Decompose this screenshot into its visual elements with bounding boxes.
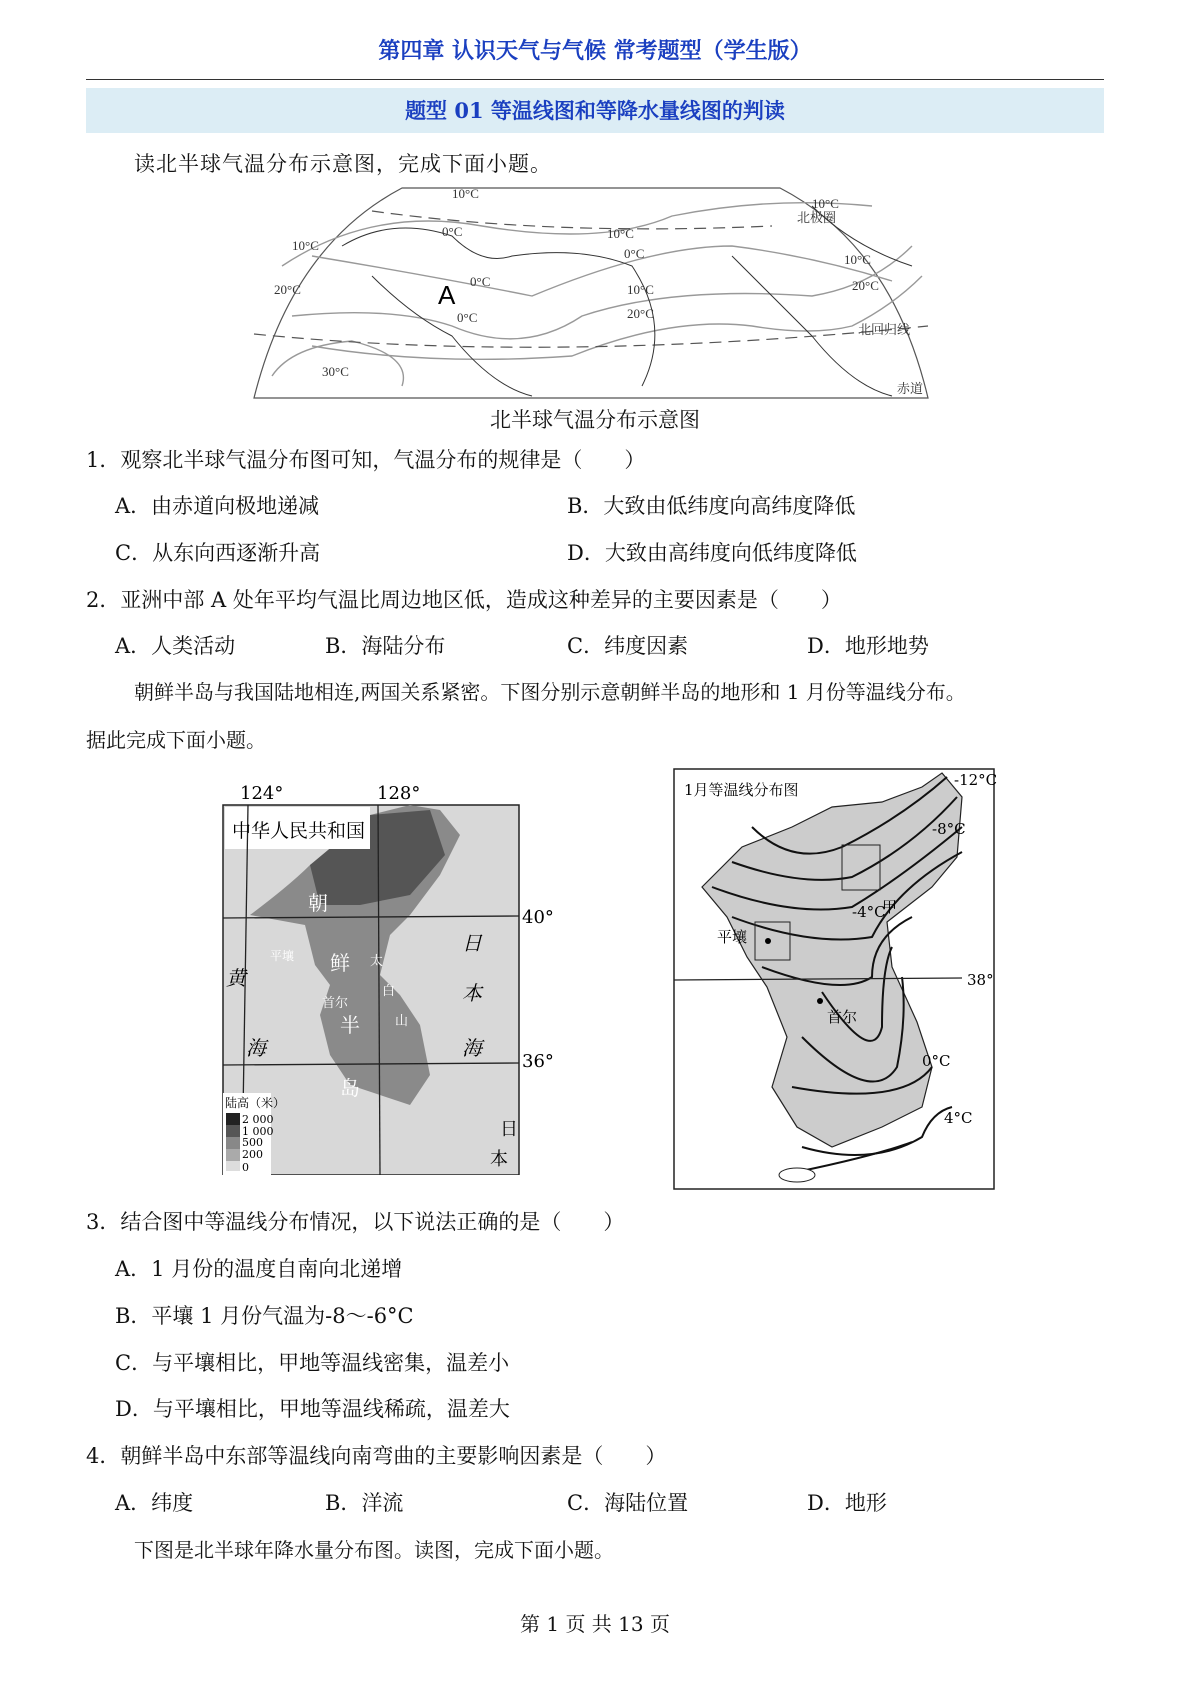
map-label: 1 000 [242, 1125, 274, 1138]
q1-option-b[interactable]: B．大致由低纬度向高纬度降低 [567, 494, 856, 518]
map-label: 10°C [812, 196, 839, 211]
map-label: 黄 [226, 966, 246, 990]
map-label: 2 000 [242, 1113, 274, 1126]
question-3: 3．结合图中等温线分布情况，以下说法正确的是（ ） [86, 1210, 625, 1234]
map-label: 0°C [624, 246, 645, 261]
q1-option-d[interactable]: D．大致由高纬度向低纬度降低 [567, 541, 857, 565]
question-2: 2．亚洲中部 A 处年平均气温比周边地区低，造成这种差异的主要因素是（ ） [86, 588, 842, 612]
map-label: 岛 [340, 1076, 360, 1100]
map-label: 500 [242, 1136, 263, 1149]
map-label: 太 [370, 954, 384, 969]
korea-january-isotherm-map [672, 767, 1002, 1191]
map-label: 20°C [852, 278, 879, 293]
q3-option-c[interactable]: C．与平壤相比，甲地等温线密集，温差小 [115, 1351, 510, 1375]
map-label: 朝 [308, 891, 328, 915]
map-label: 山 [395, 1014, 409, 1029]
section-banner: 题型 01 等温线图和等降水量线图的判读 [86, 88, 1104, 133]
map-label: 首尔 [322, 996, 349, 1011]
map-label: 20°C [627, 306, 654, 321]
q4-option-d[interactable]: D．地形 [807, 1491, 887, 1515]
map-label: 海 [462, 1036, 482, 1060]
map-point-a: A [438, 280, 456, 310]
map-label: 日 [500, 1119, 518, 1140]
map-label: 0°C [442, 224, 463, 239]
q3-option-d[interactable]: D．与平壤相比，甲地等温线稀疏，温差大 [115, 1397, 510, 1421]
map-label: 中华人民共和国 [232, 820, 366, 842]
map-label: -8°C [932, 820, 966, 838]
map-label: 10°C [627, 282, 654, 297]
map-label: 10°C [452, 186, 479, 201]
header-divider [86, 79, 1104, 80]
intro-text-2: 朝鲜半岛与我国陆地相连,两国关系紧密。下图分别示意朝鲜半岛的地形和 1 月份等温线分布。 [134, 680, 966, 704]
page-header-title: 第四章 认识天气与气候 常考题型（学生版） [378, 38, 812, 64]
map-label: 白 [382, 984, 396, 999]
map-label: 0°C [470, 274, 491, 289]
korea-terrain-map [210, 775, 555, 1175]
map-label: 本 [490, 1149, 508, 1170]
page-footer: 第 1 页 共 13 页 [520, 1612, 670, 1636]
map-label: 128° [377, 783, 421, 804]
q2-option-d[interactable]: D．地形地势 [807, 634, 929, 658]
map-label: 北回归线 [858, 322, 911, 337]
map-label: 1月等温线分布图 [684, 781, 799, 799]
map1-caption: 北半球气温分布示意图 [490, 408, 700, 432]
q3-option-b[interactable]: B．平壤 1 月份气温为-8～-6°C [115, 1304, 414, 1328]
map-label: -4°C [852, 903, 886, 921]
map-label: 38° [967, 971, 994, 989]
q1-option-a[interactable]: A．由赤道向极地递减 [115, 494, 320, 518]
q2-option-b[interactable]: B．海陆分布 [325, 634, 446, 658]
intro-text-2b: 据此完成下面小题。 [86, 728, 266, 752]
map-label: 北极圈 [797, 210, 837, 225]
q3-option-a[interactable]: A．1 月份的温度自南向北递增 [115, 1257, 403, 1281]
map-label: 36° [522, 1051, 554, 1072]
map-label: 甲 [882, 898, 898, 916]
map-label: -12°C [954, 771, 998, 789]
intro-text-1: 读北半球气温分布示意图，完成下面小题。 [134, 152, 552, 176]
map-label: 鲜 [330, 951, 350, 975]
map-label: 赤道 [897, 381, 924, 396]
map-label: 陆高（米） [225, 1096, 286, 1110]
map-label: 10°C [607, 226, 634, 241]
q2-option-c[interactable]: C．纬度因素 [567, 634, 689, 658]
map-label: 半 [340, 1013, 360, 1037]
map-label: 首尔 [827, 1008, 858, 1026]
map-label: 日 [462, 931, 482, 955]
map-label: 20°C [274, 282, 301, 297]
q4-option-b[interactable]: B．洋流 [325, 1491, 404, 1515]
map-label: 海 [246, 1036, 266, 1060]
map-label: 124° [240, 783, 284, 804]
q1-option-c[interactable]: C．从东向西逐渐升高 [115, 541, 321, 565]
map-label: 40° [522, 907, 554, 928]
map-label: 0°C [457, 310, 478, 325]
map-label: 200 [242, 1148, 263, 1161]
map-label: 平壤 [717, 928, 748, 946]
q4-option-a[interactable]: A．纬度 [115, 1491, 194, 1515]
map-label: 0°C [922, 1052, 951, 1070]
question-1: 1．观察北半球气温分布图可知，气温分布的规律是（ ） [86, 448, 646, 472]
nh-temperature-map [252, 186, 930, 402]
map-label: 10°C [844, 252, 871, 267]
map-label: 4°C [944, 1109, 973, 1127]
q4-option-c[interactable]: C．海陆位置 [567, 1491, 689, 1515]
intro-text-3: 下图是北半球年降水量分布图。读图，完成下面小题。 [134, 1538, 614, 1562]
map-label: 30°C [322, 364, 349, 379]
map-label: 0 [242, 1161, 249, 1174]
map-label: 平壤 [270, 949, 295, 963]
map-label: 本 [462, 981, 482, 1005]
q2-option-a[interactable]: A．人类活动 [115, 634, 236, 658]
question-4: 4．朝鲜半岛中东部等温线向南弯曲的主要影响因素是（ ） [86, 1444, 667, 1468]
map-label: 10°C [292, 238, 319, 253]
